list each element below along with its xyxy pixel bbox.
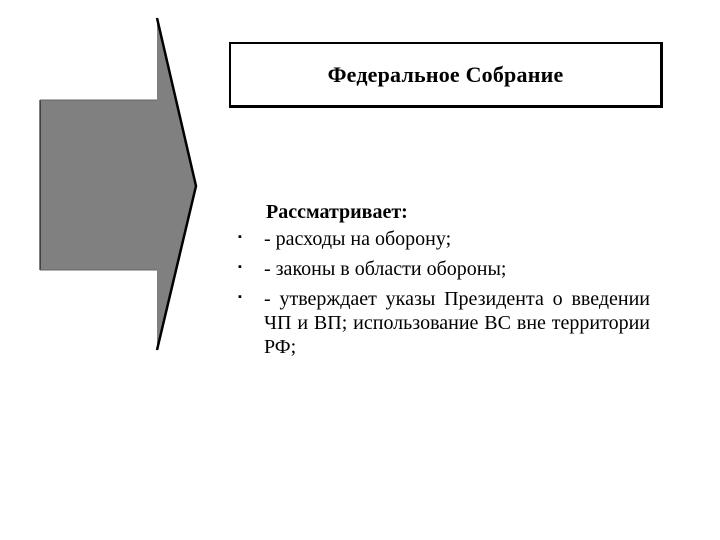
list-item-text: - утверждает указы Президента о введении ЧП и ВП; использование ВС вне территории РФ; [264,288,650,358]
bullet-icon: ▪ [238,291,242,303]
bullet-list [236,227,650,359]
list-item [236,287,650,359]
list-item [236,227,650,251]
list-item [236,257,650,281]
list-item-text: - законы в области обороны; [264,258,507,280]
content-heading: Рассматривает: [266,201,408,223]
arrow-shape [0,0,230,540]
title-box [229,42,663,108]
box-title: Федеральное Собрание [327,61,564,87]
arrow-polygon [40,18,196,350]
content-block [236,200,650,365]
bullet-icon: ▪ [238,261,242,273]
bullet-icon: ▪ [238,231,242,243]
list-item-text: - расходы на оборону; [264,228,452,250]
